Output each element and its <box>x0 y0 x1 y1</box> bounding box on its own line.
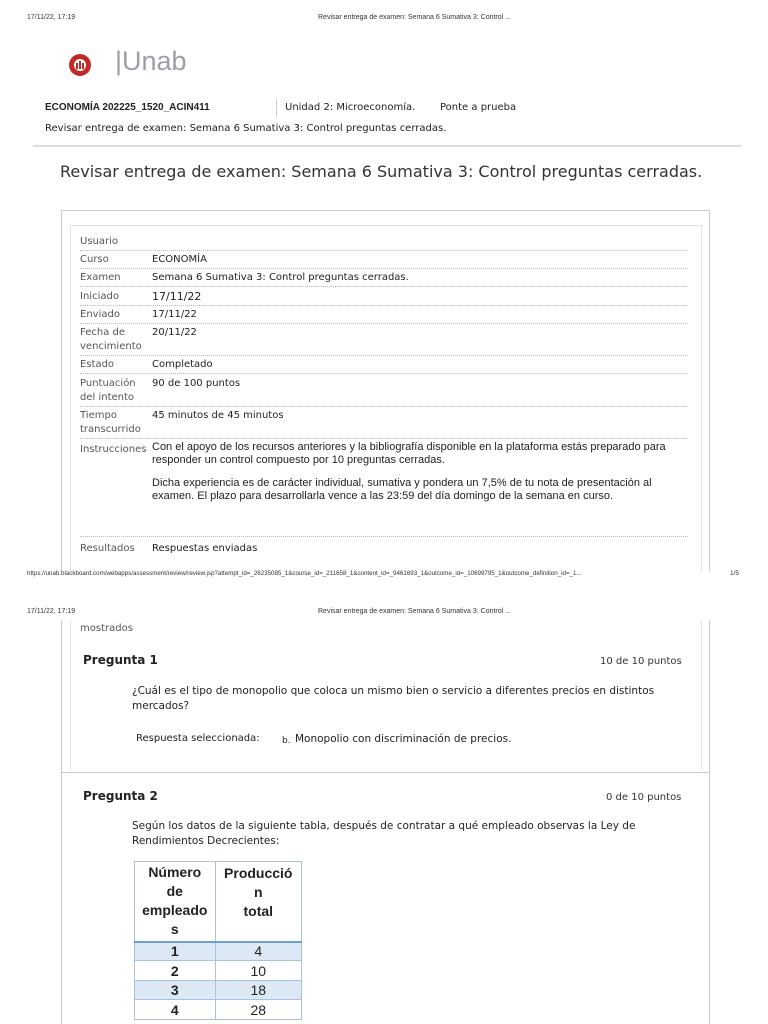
value-curso: ECONOMÍA <box>152 254 207 265</box>
unab-logo-icon[interactable] <box>69 54 91 76</box>
instrucciones-paragraph-2: Dicha experiencia es de carácter individual, sumativa y pondera un 7,5% de tu nota de presentación al examen. El plazo para desarrollarla vence a las 23:59 del día domingo de la semana en curso. <box>152 477 652 502</box>
label-enviado: Enviado <box>80 309 120 320</box>
print-page-number: 1/5 <box>730 570 740 577</box>
table-header-empleados: Número de empleado s <box>135 862 216 942</box>
breadcrumb-current: Revisar entrega de examen: Semana 6 Sumativa 3: Control preguntas cerradas. <box>45 123 447 134</box>
instrucciones-paragraph-1: Con el apoyo de los recursos anteriores y la bibliografía disponible en la plataforma estás preparado para responder un control compuesto por 10 preguntas cerradas. <box>152 441 666 466</box>
cell-produccion: 28 <box>215 1000 301 1020</box>
table-row <box>135 1000 302 1020</box>
question-1-answer-letter: b. <box>282 736 291 746</box>
print-url: https://unab.blackboard.com/webapps/assessment/review/review.jsp?attempt_id=_26235085_1&course_id=_211658_1&content_id=_9461693_1&outcome_id=_10699795_1&outcome_definition_id=_1... <box>27 570 582 577</box>
label-instrucciones: Instrucciones <box>80 444 147 455</box>
breadcrumb-section[interactable]: Ponte a prueba <box>440 102 517 113</box>
production-table <box>134 861 302 1020</box>
print-datetime-page2: 17/11/22, 17:19 <box>27 608 76 615</box>
question-1-text: ¿Cuál es el tipo de monopolio que coloca un mismo bien o servicio a diferentes precios en distintos mercados? <box>132 685 655 712</box>
label-puntuacion-2: del intento <box>80 392 135 403</box>
label-vencimiento-1: Fecha de <box>80 327 125 338</box>
question-1-answer-text: Monopolio con discriminación de precios. <box>295 733 512 745</box>
row-tiempo <box>80 408 688 439</box>
breadcrumb-unit[interactable]: Unidad 2: Microeconomía. <box>285 102 416 113</box>
row-puntuacion <box>80 376 688 407</box>
breadcrumb-divider <box>276 99 277 117</box>
value-enviado: 17/11/22 <box>152 309 197 320</box>
table-row <box>135 942 302 961</box>
header-divider <box>33 145 741 147</box>
table-row <box>135 961 302 981</box>
question-1-title: Pregunta 1 <box>83 653 158 667</box>
cell-produccion: 10 <box>215 961 301 981</box>
row-usuario <box>80 234 688 251</box>
row-resultados <box>80 541 688 557</box>
print-page-title-page2: Revisar entrega de examen: Semana 6 Sumativa 3: Control ... <box>318 608 511 615</box>
cell-empleado: 2 <box>135 961 216 981</box>
question-2-text: Según los datos de la siguiente tabla, después de contratar a qué empleado observas la Ley de Rendimientos Decrecientes: <box>132 820 636 847</box>
value-iniciado: 17/11/22 <box>152 290 202 303</box>
row-examen <box>80 270 688 287</box>
table-row <box>135 981 302 1000</box>
value-estado: Completado <box>152 359 213 370</box>
label-resultados: Resultados <box>80 543 135 554</box>
value-examen: Semana 6 Sumativa 3: Control preguntas cerradas. <box>152 272 409 283</box>
label-vencimiento-2: vencimiento <box>80 341 142 352</box>
label-curso: Curso <box>80 254 109 265</box>
value-resultados: Respuestas enviadas <box>152 543 258 554</box>
question-1-points: 10 de 10 puntos <box>600 656 682 667</box>
page-title: Revisar entrega de examen: Semana 6 Sumativa 3: Control preguntas cerradas. <box>60 162 703 181</box>
cell-produccion: 4 <box>215 942 301 961</box>
label-tiempo-2: transcurrido <box>80 424 141 435</box>
row-curso <box>80 252 688 269</box>
row-enviado <box>80 307 688 324</box>
table-header-produccion: Producció n total <box>215 862 301 942</box>
brand-name: |Unab <box>115 46 187 76</box>
cell-produccion: 18 <box>215 981 301 1000</box>
value-vencimiento: 20/11/22 <box>152 327 197 338</box>
value-tiempo: 45 minutos de 45 minutos <box>152 410 284 421</box>
row-iniciado <box>80 289 688 306</box>
question-2-title: Pregunta 2 <box>83 789 158 803</box>
question-divider <box>61 772 709 773</box>
label-estado: Estado <box>80 359 115 370</box>
label-examen: Examen <box>80 272 121 283</box>
cell-empleado: 3 <box>135 981 216 1000</box>
print-page-title: Revisar entrega de examen: Semana 6 Sumativa 3: Control ... <box>318 14 511 21</box>
resultados-continuation: mostrados <box>80 623 133 634</box>
label-iniciado: Iniciado <box>80 291 119 302</box>
label-tiempo-1: Tiempo <box>80 410 117 421</box>
breadcrumb-course[interactable]: ECONOMÍA 202225_1520_ACIN411 <box>45 102 210 113</box>
question-2-points: 0 de 10 puntos <box>606 792 682 803</box>
row-estado <box>80 357 688 374</box>
label-usuario: Usuario <box>80 236 119 247</box>
label-puntuacion-1: Puntuación <box>80 378 136 389</box>
cell-empleado: 1 <box>135 942 216 961</box>
question-1-answer-label: Respuesta seleccionada: <box>136 733 260 744</box>
row-vencimiento <box>80 325 688 356</box>
print-datetime: 17/11/22, 17:19 <box>27 14 76 21</box>
row-instrucciones <box>80 440 688 537</box>
cell-empleado: 4 <box>135 1000 216 1020</box>
value-puntuacion: 90 de 100 puntos <box>152 378 241 389</box>
